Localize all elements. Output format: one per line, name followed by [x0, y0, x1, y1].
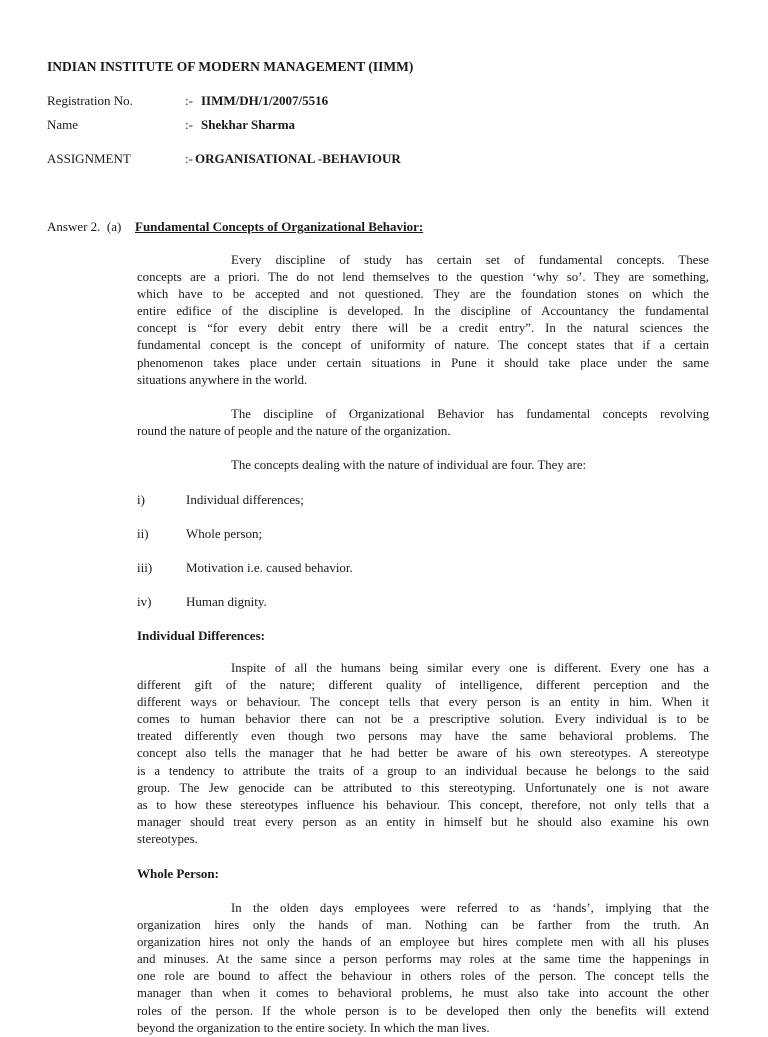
list-item: Motivation i.e. caused behavior.: [186, 560, 353, 575]
paragraph-line: round the nature of people and the nature of the organization.: [137, 424, 451, 439]
answer-heading: Fundamental Concepts of Organizational Behavior:: [135, 219, 424, 234]
list-item: Whole person;: [186, 526, 263, 541]
paragraph-line: manager than when it comes to behavioral problems, he must also take into account the other: [137, 986, 709, 1001]
paragraph-line: one role are bound to affect the behaviour in others roles of the person. The concept tells the: [137, 969, 709, 984]
paragraph-line: Every discipline of study has certain set of fundamental concepts. These: [231, 253, 709, 267]
paragraph-line: concept also tells the manager that he had better be aware of his own stereotypes. A stereotype: [137, 746, 709, 761]
list-item: Human dignity.: [186, 594, 267, 609]
list-number: iv): [137, 594, 152, 609]
paragraph-line: organization hires only the hands of man. Nothing can be farther from the truth. An: [137, 918, 709, 933]
registration-separator: :-: [185, 93, 193, 108]
paragraph-four-concepts: The concepts dealing with the nature of individual are four. They are:: [231, 458, 587, 472]
list-number: iii): [137, 560, 153, 575]
paragraph-whole-person: [137, 900, 709, 1037]
paragraph-line: and minuses. At the same since a person performs may roles at the same time the happenings in: [137, 952, 709, 967]
paragraph-line: is a tendency to attribute the traits of a group to an individual because he belongs to the said: [137, 763, 709, 778]
subheading-individual-differences: Individual Differences:: [137, 628, 265, 643]
assignment-label: ASSIGNMENT: [47, 151, 131, 166]
paragraph-line: concept is “for every debit entry there will be a credit entry”. In the natural sciences the: [137, 321, 709, 336]
paragraph-line: as to how these stereotypes influence his behaviour. This concept, therefore, not only tells that a: [137, 797, 709, 812]
registration-label: Registration No.: [47, 93, 133, 108]
paragraph-line: entire edifice of the discipline is developed. In the discipline of Accountancy the fundamental: [137, 304, 709, 319]
paragraph-line: manager should treat every person as an entity in himself but he should also examine his own: [137, 814, 709, 829]
paragraph-line: In the olden days employees were referred to as ‘hands’, implying that the: [231, 901, 709, 915]
paragraph-line: different ways or behaviour. The concept tells that every person is an entity in him. When it: [137, 695, 709, 710]
institute-title: INDIAN INSTITUTE OF MODERN MANAGEMENT (IIMM): [47, 59, 414, 74]
name-value: Shekhar Sharma: [201, 117, 296, 132]
paragraph-line: different gift of the nature; different quality of intelligence, different perception and the: [137, 678, 709, 693]
paragraph-line: organization hires not only the hands of an employee but hires complete men with all his pluses: [137, 935, 709, 950]
paragraph-line: stereotypes.: [137, 831, 198, 846]
paragraph-line: group. The Jew genocide can be attributed to this stereotyping. Unfortunately one is not aware: [137, 780, 709, 795]
paragraph-line: which have to be accepted and not questioned. They are the foundation stones on which the: [137, 287, 709, 302]
assignment-value: ORGANISATIONAL -BEHAVIOUR: [195, 151, 401, 166]
paragraph-line: comes to human behavior there can not be a prescriptive solution. Every individual is to be: [137, 712, 709, 727]
paragraph-line: treated differently even though two persons may have the same behavioral problems. The: [137, 729, 709, 744]
list-number: i): [137, 492, 145, 507]
registration-value: IIMM/DH/1/2007/5516: [201, 93, 329, 108]
answer-prefix: Answer 2. (a): [47, 219, 122, 234]
paragraph-line: phenomenon takes place under certain situations in Pune it should take place under the same: [137, 355, 709, 370]
list-item: Individual differences;: [186, 492, 304, 507]
paragraph-line: concepts are a priori. The do not lend themselves to the question ‘why so’. They are something,: [137, 270, 709, 285]
paragraph-line: fundamental concept is the concept of uniformity of nature. The concept states that if a certain: [137, 338, 709, 353]
paragraph-line: situations anywhere in the world.: [137, 372, 308, 387]
paragraph-line: roles of the person. If the whole person is to be developed then only the benefits will extend: [137, 1003, 709, 1018]
paragraph-fundamental-concepts: [137, 252, 709, 389]
paragraph-individual-differences: [137, 660, 709, 848]
subheading-whole-person: Whole Person:: [137, 866, 219, 881]
paragraph-ob-discipline: [137, 406, 709, 440]
list-number: ii): [137, 526, 149, 541]
assignment-separator: :-: [185, 151, 193, 166]
paragraph-line: beyond the organization to the entire society. In which the man lives.: [137, 1020, 490, 1035]
paragraph-line: The discipline of Organizational Behavior has fundamental concepts revolving: [231, 407, 709, 421]
name-label: Name: [47, 117, 79, 132]
paragraph-line: Inspite of all the humans being similar every one is different. Every one has a: [231, 661, 709, 675]
name-separator: :-: [185, 117, 193, 132]
